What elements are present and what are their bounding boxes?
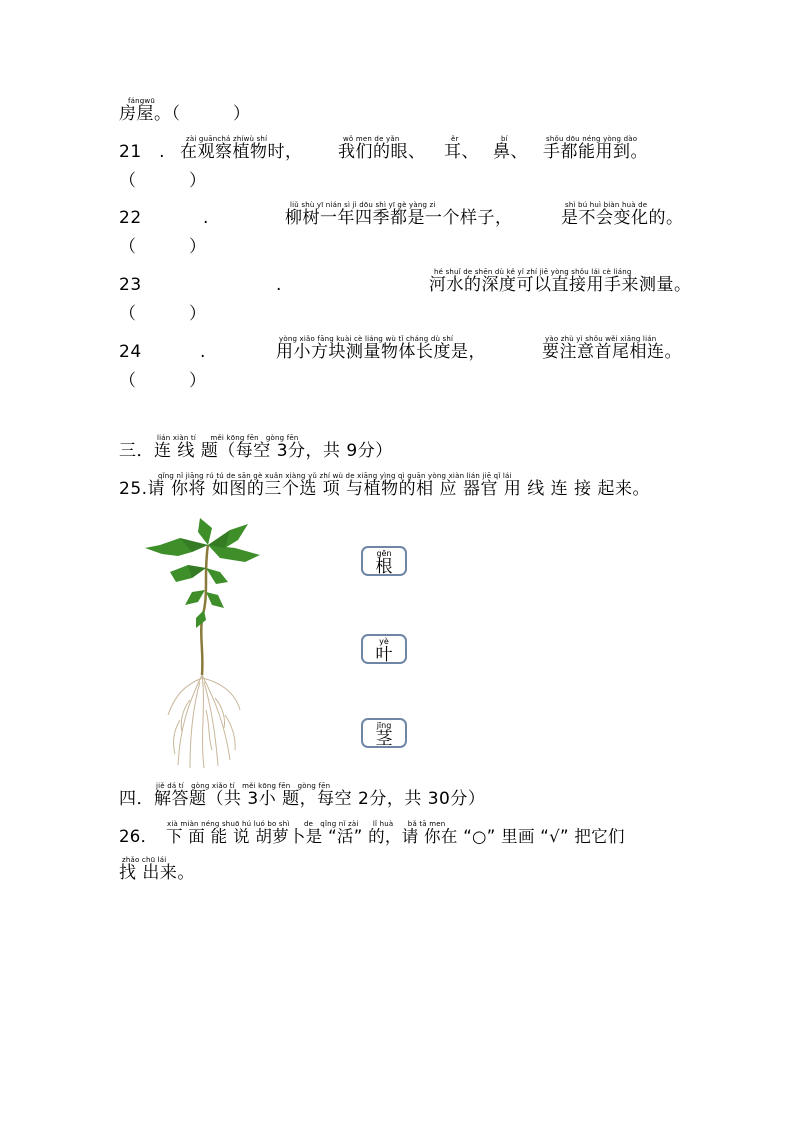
q21-text-5: 手都能用到。 xyxy=(543,142,648,162)
q22-answer-parens: （ ） xyxy=(119,237,207,257)
q23-text: 河水的深度可以直接用手来测量。 xyxy=(429,275,692,295)
q23-answer-parens: （ ） xyxy=(119,304,207,324)
q23-dot: . xyxy=(276,275,282,295)
section3-heading: 三．连 线 题（每空 3分，共 9分） xyxy=(119,441,393,461)
q21-answer-parens: （ ） xyxy=(119,171,207,191)
q25-pinyin: qǐng nǐ jiāng rú tú de sān gè xuǎn xiàng yǔ zhí wù de xiāng yìng qì guān yòng xiàn lián jiē qǐ lái xyxy=(158,472,512,480)
q21-pinyin-3: ěr xyxy=(451,135,459,143)
organ-stem-label: 茎 xyxy=(375,729,393,749)
q22-text-2: 是不会变化的。 xyxy=(561,208,684,228)
q24-text-1: 用小方块测量物体长度是， xyxy=(276,342,486,362)
q25-text: 25.请 你将 如图的三个选 项 与植物的相 应 器官 用 线 连 接 起来。 xyxy=(119,479,650,499)
q21-number: 21 . xyxy=(119,142,166,162)
q26-pinyin-2: zhǎo chū lái xyxy=(122,856,167,864)
section3-pinyin: lián xiàn tí měi kōng fēn gòng fēn xyxy=(157,434,299,442)
q24-text-2: 要注意首尾相连。 xyxy=(542,342,682,362)
q21-text-2: 我们的眼、 xyxy=(338,142,426,162)
q24-answer-parens: （ ） xyxy=(119,371,207,391)
organ-leaf-label: 叶 xyxy=(375,645,393,665)
organ-box-leaf[interactable] xyxy=(361,634,407,664)
plant-image xyxy=(120,510,275,770)
section4-pinyin: jiě dá tí gòng xiǎo tí měi kōng fēn gòng fēn xyxy=(156,782,331,790)
leaves xyxy=(145,518,260,628)
q21-text-4: 鼻、 xyxy=(493,142,528,162)
q21-pinyin-4: bí xyxy=(501,135,508,143)
q24-pinyin-1: yòng xiǎo fāng kuài cè liáng wù tǐ cháng dù shí xyxy=(279,335,454,343)
organ-box-stem[interactable] xyxy=(361,718,407,748)
q22-pinyin-1: liǔ shù yī nián sì jì dōu shì yī gè yàng zi xyxy=(290,201,436,209)
q20-tail-text: 房屋。（ ） xyxy=(119,104,251,124)
q21-pinyin-5: shǒu dōu néng yòng dào xyxy=(546,135,638,143)
q21-text-1: 在观察植物时， xyxy=(180,142,303,162)
q26-pinyin-1: xià miàn néng shuō hú luó bo shì de qǐng nǐ zài lǐ huà bǎ tā men xyxy=(167,820,446,828)
q22-pinyin-2: shì bú huì biàn huà de xyxy=(565,201,648,209)
stem xyxy=(201,545,208,675)
section4-heading: 四．解答题（共 3小 题，每空 2分，共 30分） xyxy=(119,789,486,809)
organ-box-root[interactable] xyxy=(361,546,407,576)
q24-dot: . xyxy=(200,342,206,362)
q24-number: 24 xyxy=(119,342,142,362)
q23-number: 23 xyxy=(119,275,142,295)
organ-root-label: 根 xyxy=(375,557,393,577)
q20-pinyin: fángwū xyxy=(128,97,155,105)
q22-dot: . xyxy=(203,208,209,228)
q24-pinyin-2: yào zhù yì shǒu wěi xiāng lián xyxy=(545,335,657,343)
q22-text-1: 柳树一年四季都是一个样子， xyxy=(285,208,513,228)
q26-line-2: 找 出来。 xyxy=(119,863,195,883)
q26-line-1: 26． 下 面 能 说 胡萝卜是 “活” 的，请 你在 “○” 里画 “√” 把它们 xyxy=(119,827,625,846)
organ-stem-pinyin: jīng xyxy=(376,721,392,730)
q21-pinyin-1: zài guānchá zhíwù shí xyxy=(186,135,268,143)
roots xyxy=(168,675,240,768)
q22-number: 22 xyxy=(119,208,142,228)
q21-text-3: 耳、 xyxy=(444,142,479,162)
q23-pinyin: hé shuǐ de shēn dù kě yǐ zhí jiē yòng shǒu lái cè liáng xyxy=(434,268,632,276)
organ-root-pinyin: gēn xyxy=(376,549,392,558)
organ-leaf-pinyin: yè xyxy=(379,637,389,646)
q21-pinyin-2: wǒ men de yǎn xyxy=(343,135,400,143)
